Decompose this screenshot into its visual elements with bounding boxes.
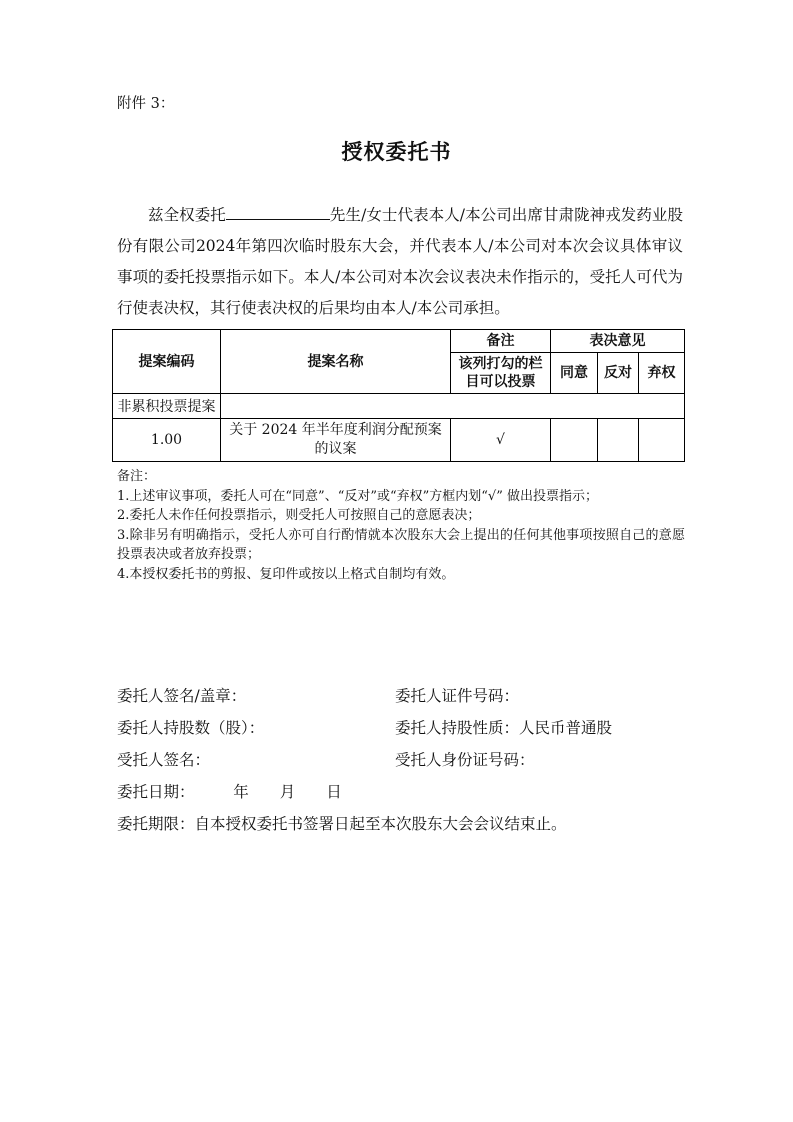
remark-check-cell: √ <box>451 419 551 462</box>
signature-row-1 <box>117 680 693 712</box>
signature-section <box>117 680 693 840</box>
header-against: 反对 <box>598 353 639 394</box>
agree-cell <box>551 419 598 462</box>
page-title: 授权委托书 <box>341 139 452 164</box>
grantor-share-type-label: 委托人持股性质：人民币普通股 <box>395 719 613 737</box>
abstain-cell <box>639 419 685 462</box>
signature-date-line: 委托日期： 年 月 日 <box>117 783 342 801</box>
intro-lead-text: 兹全权委托 <box>148 206 226 224</box>
section-row-empty-cell <box>221 394 685 419</box>
notes-label: 备注： <box>117 469 157 484</box>
proposal-table <box>112 329 685 462</box>
header-vote-opinion: 表决意见 <box>551 330 685 353</box>
proposal-row <box>113 419 685 462</box>
against-cell <box>598 419 639 462</box>
note-item-3: 3.除非另有明确指示，受托人亦可自行酌情就本次股东大会上提出的任何其他事项按照自己的意愿投票表决或者放弃投票； <box>117 527 685 562</box>
trustee-id-label: 受托人身份证号码： <box>395 751 535 769</box>
attachment-label: 附件 3： <box>117 96 175 112</box>
notes-section <box>117 467 685 584</box>
proposal-name-cell: 关于 2024 年半年度利润分配预案的议案 <box>221 419 451 462</box>
header-agree: 同意 <box>551 353 598 394</box>
header-proposal-code: 提案编码 <box>113 330 221 394</box>
header-proposal-name: 提案名称 <box>221 330 451 394</box>
header-remark-sub: 该列打勾的栏目可以投票 <box>451 353 551 394</box>
intro-paragraph <box>117 200 683 324</box>
signature-row-2 <box>117 712 693 744</box>
header-abstain: 弃权 <box>639 353 685 394</box>
proposal-code-cell: 1.00 <box>113 419 221 462</box>
header-remark: 备注 <box>451 330 551 353</box>
principal-name-blank <box>226 205 330 221</box>
grantor-id-label: 委托人证件号码： <box>395 687 520 705</box>
grantor-shares-label: 委托人持股数（股）： <box>117 719 265 737</box>
section-row-label: 非累积投票提案 <box>113 394 221 419</box>
intro-rest-text: 先生/女士代表本人/本公司出席甘肃陇神戎发药业股份有限公司2024年第四次临时股东大会，并代表本人/本公司对本次会议具体审议事项的委托投票指示如下。本人/本公司对本次会议表决未作指示的，受托人可代为行使表决权，其行使表决权的后果均由本人/本公司承担。 <box>117 206 683 317</box>
note-item-2: 2.委托人未作任何投票指示，则受托人可按照自己的意愿表决； <box>117 508 481 523</box>
note-item-1: 1.上述审议事项，委托人可在“同意”、“反对”或“弃权”方框内划“√” 做出投票指示； <box>117 488 598 504</box>
grantor-signature-label: 委托人签名/盖章： <box>117 687 247 705</box>
trustee-signature-label: 受托人签名： <box>117 751 211 769</box>
signature-term-line: 委托期限：自本授权委托书签署日起至本次股东大会会议结束止。 <box>117 815 567 833</box>
section-row-non-cumulative <box>113 394 685 419</box>
note-item-4: 4.本授权委托书的剪报、复印件或按以上格式自制均有效。 <box>117 566 455 582</box>
signature-row-3 <box>117 744 693 776</box>
